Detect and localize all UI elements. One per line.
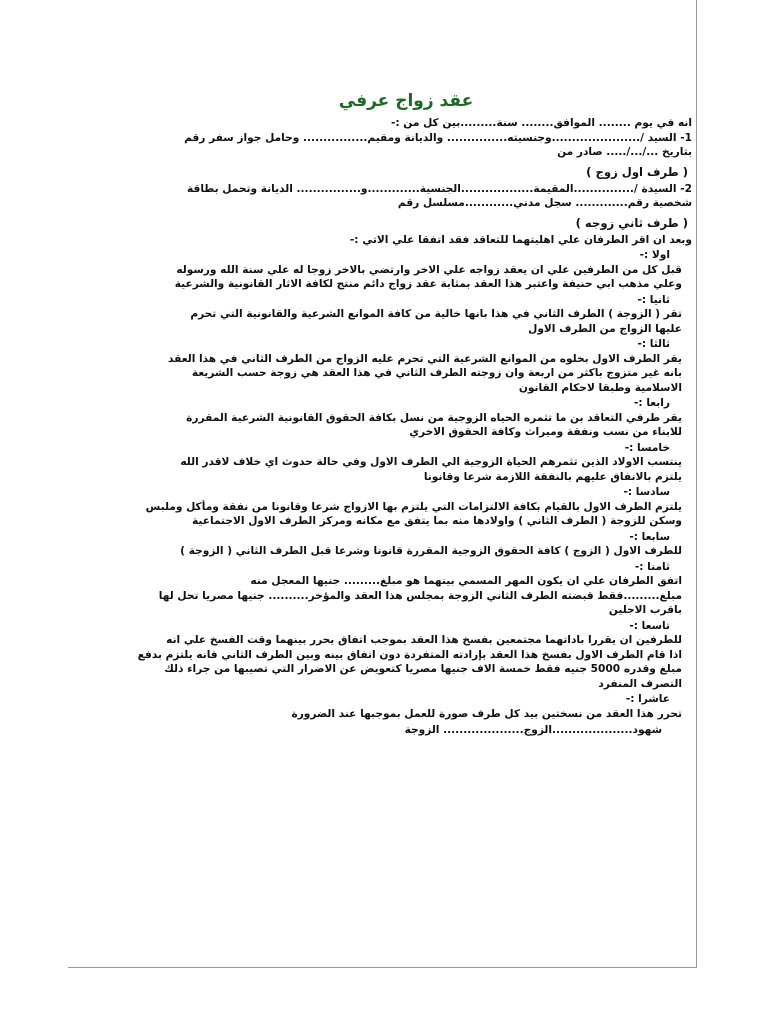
contract-title: عقد زواج عرفي: [338, 91, 474, 111]
section-line: مبلغ وقدره 5000 جنيه فقط خمسة الاف جنيها مصريا كتعويض عن الاضرار التي تصيبها من جراء ذلك: [164, 663, 682, 675]
section-line: يلتزم بالانفاق عليهم بالنفقة اللازمة شرعا وقانونا: [423, 470, 682, 483]
section-line: يقر طرفي التعاقد بن ما تثمره الحياه الزوجية من نسل بكافة الحقوق القانونية الشرعية المقررة: [186, 411, 682, 424]
page-edge-right: [696, 0, 697, 968]
contract-section: [80, 441, 692, 485]
section-line: للطرفين ان يقررا باداتهما مجتمعين بفسخ هذا العقد بموجب اتفاق يحرر بينهما وقت الفسخ علي انه: [166, 634, 682, 646]
section-heading: ثانيا :-: [637, 293, 670, 306]
section-line: للطرف الاول ( الزوج ) كافة الحقوق الزوجية المقررة قانونا وشرعا قبل الطرف الثاني ( الزوجة ): [180, 545, 682, 557]
section-line: مبلغ.........فقط قبضته الطرف الثاني الزوجة بمجلس هذا العقد والمؤخر.......... جنيها مصريا تحل لها: [158, 589, 682, 602]
section-heading: سابعا :-: [629, 530, 670, 543]
section-line: عليها الزواج من الطرف الاول: [528, 322, 682, 335]
contract-section: [80, 396, 692, 440]
section-line: اتفق الطرفان علي ان يكون المهر المسمي بينهما هو مبلغ......... جنيها المعجل منه: [250, 575, 682, 587]
section-line: تقر ( الزوجة ) الطرف الثاني في هذا بانها خالية من كافة الموانع الشرعية والقانونية التي تحرم: [190, 308, 682, 320]
intro-line-2: 1- السيد /......................وجنسيته............... والديانة ومقيم................ وحامل جواز سفر رقم: [184, 131, 692, 144]
section-line: اذا قام الطرف الاول بفسخ هذا العقد بإرادته المتفردة دون اتفاق بينه وبين الطرف الثاني فانه يلتزم بدفع: [137, 648, 682, 661]
party1-label: ( طرف اول زوج ): [586, 164, 688, 179]
contract-section: [80, 530, 692, 559]
section-line: ينتسب الاولاد الذين تثمرهم الحياة الزوجية الي الطرف الاول وفي حالة حدوث اي خلاف لاقدر الله: [180, 456, 682, 468]
contract-section: [80, 337, 692, 395]
contract-section: [80, 248, 692, 292]
page-edge-bottom: [68, 967, 697, 968]
intro-line-1: انه في يوم ........ الموافق........ سنة.........بين كل من :-: [390, 117, 692, 129]
section-line: وسكن للزوجة ( الطرف الثاني ) واولادها منه بما يتفق مع مكانه ومركز الطرف الاول الاجتماعية: [191, 515, 682, 527]
section-line: يلتزم الطرف الاول بالقيام بكافة الالتزامات التي يلتزم بها الازواج شرعا وقانونا من نفقة ومأكل وملبس: [145, 500, 682, 513]
section-line: التصرف المنفرد: [598, 677, 682, 690]
section-line: باقرب الاجلين: [608, 604, 682, 616]
section-line: الاسلامية وطبقا لاحكام القانون: [518, 381, 682, 394]
section-line: قبل كل من الطرفين علي ان يعقد زواجه علي الاخر وارتضي بالاخر زوجا له علي سنة الله ورسوله: [176, 263, 682, 276]
party2-line-1: 2- السيدة /...............المقيمة..................الجنسية.............و................ الديانة وتحمل بطاقة: [186, 182, 692, 195]
signature-line: شهود....................الزوج.................... الزوجة: [404, 724, 662, 736]
section-line: يقر الطرف الاول بخلوه من الموانع الشرعية التي تحرم عليه الزواج من الطرف الثاني في هذا العقد: [168, 352, 682, 365]
intro-line-3: بتاريخ .../.../..... صادر من: [557, 146, 692, 158]
section-heading: سادسا :-: [623, 486, 670, 498]
party2-label: ( طرف ثاني زوجه ): [575, 215, 688, 230]
contract-body: [80, 90, 692, 738]
section-heading: اولا :-: [639, 249, 670, 261]
section-heading: تاسعا :-: [629, 619, 670, 632]
section-line: تحرر هذا العقد من نسختين بيد كل طرف صورة للعمل بموجبها عند الضرورة: [291, 707, 682, 720]
preamble: وبعد ان اقر الطرفان علي اهليتهما للتعاقد فقد اتفقا علي الاتي :-: [349, 233, 692, 246]
contract-section: [80, 293, 692, 337]
section-heading: رابعا :-: [634, 397, 670, 409]
contract-section: [80, 485, 692, 529]
section-heading: ثامنا :-: [634, 560, 670, 573]
section-heading: خامسا :-: [624, 441, 670, 454]
section-line: وعلي مذهب ابي حنيفة واعتبر هذا العقد بمثابة عقد زواج دائم منتج لكافة الاثار القانونية والشرعية: [174, 278, 682, 290]
contract-section: [80, 619, 692, 692]
contract-sections: [80, 248, 692, 721]
contract-section: [80, 560, 692, 618]
party2-line-2: شخصية رقم............. سجل مدني............مسلسل رقم: [397, 197, 692, 209]
section-line: بانه غير متزوج باكثر من اربعة وان زوجته الطرف الثاني في هذا العقد هي زوجة حسب الشريعة: [191, 367, 682, 379]
contract-section: [80, 692, 692, 721]
section-line: للابناء من نسب ونفقة وميراث وكافة الحقوق الاخري: [409, 426, 682, 438]
section-heading: ثالثا :-: [637, 338, 670, 350]
section-heading: عاشرا :-: [625, 693, 670, 705]
